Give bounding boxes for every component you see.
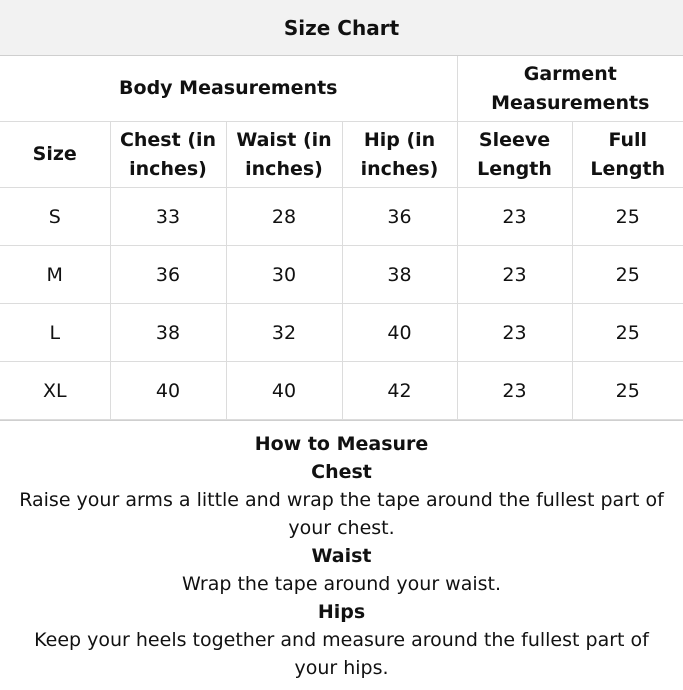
table-row [0, 304, 683, 362]
column-header-row [0, 122, 683, 188]
waist-heading: Waist [311, 545, 372, 567]
garment-measurements-header: Garment Measurements [457, 56, 683, 122]
size-cell: S [0, 188, 110, 246]
table-row [0, 246, 683, 304]
size-chart-title: Size Chart [0, 0, 683, 56]
waist-cell: 32 [226, 304, 342, 362]
hip-cell: 38 [342, 246, 457, 304]
size-cell: M [0, 246, 110, 304]
full-length-cell: 25 [572, 304, 683, 362]
group-header-row [0, 56, 683, 122]
full-length-cell: 25 [572, 362, 683, 420]
column-header-full-length: Full Length [572, 122, 683, 188]
waist-cell: 30 [226, 246, 342, 304]
waist-instructions: Wrap the tape around your waist. [181, 573, 502, 595]
table-row [0, 188, 683, 246]
chest-cell: 36 [110, 246, 226, 304]
hips-instructions: Keep your heels together and measure around the fullest part of your hips. [34, 629, 649, 679]
table-row [0, 362, 683, 420]
size-cell: L [0, 304, 110, 362]
hip-cell: 36 [342, 188, 457, 246]
waist-cell: 40 [226, 362, 342, 420]
column-header-sleeve-length: Sleeve Length [457, 122, 572, 188]
hip-cell: 40 [342, 304, 457, 362]
size-chart-table [0, 56, 683, 420]
chest-heading: Chest [311, 461, 372, 483]
column-header-size: Size [0, 122, 110, 188]
waist-cell: 28 [226, 188, 342, 246]
column-header-waist: Waist (in inches) [226, 122, 342, 188]
column-header-chest: Chest (in inches) [110, 122, 226, 188]
hip-cell: 42 [342, 362, 457, 420]
how-to-measure-section [0, 420, 683, 682]
column-header-hip: Hip (in inches) [342, 122, 457, 188]
how-to-measure-title: How to Measure [254, 433, 429, 455]
sleeve-length-cell: 23 [457, 362, 572, 420]
chest-cell: 38 [110, 304, 226, 362]
sleeve-length-cell: 23 [457, 304, 572, 362]
chest-cell: 40 [110, 362, 226, 420]
full-length-cell: 25 [572, 246, 683, 304]
body-measurements-header: Body Measurements [0, 56, 457, 122]
chest-cell: 33 [110, 188, 226, 246]
hips-heading: Hips [317, 601, 366, 623]
sleeve-length-cell: 23 [457, 188, 572, 246]
full-length-cell: 25 [572, 188, 683, 246]
chest-instructions: Raise your arms a little and wrap the tape around the fullest part of your chest. [19, 489, 664, 539]
size-cell: XL [0, 362, 110, 420]
sleeve-length-cell: 23 [457, 246, 572, 304]
